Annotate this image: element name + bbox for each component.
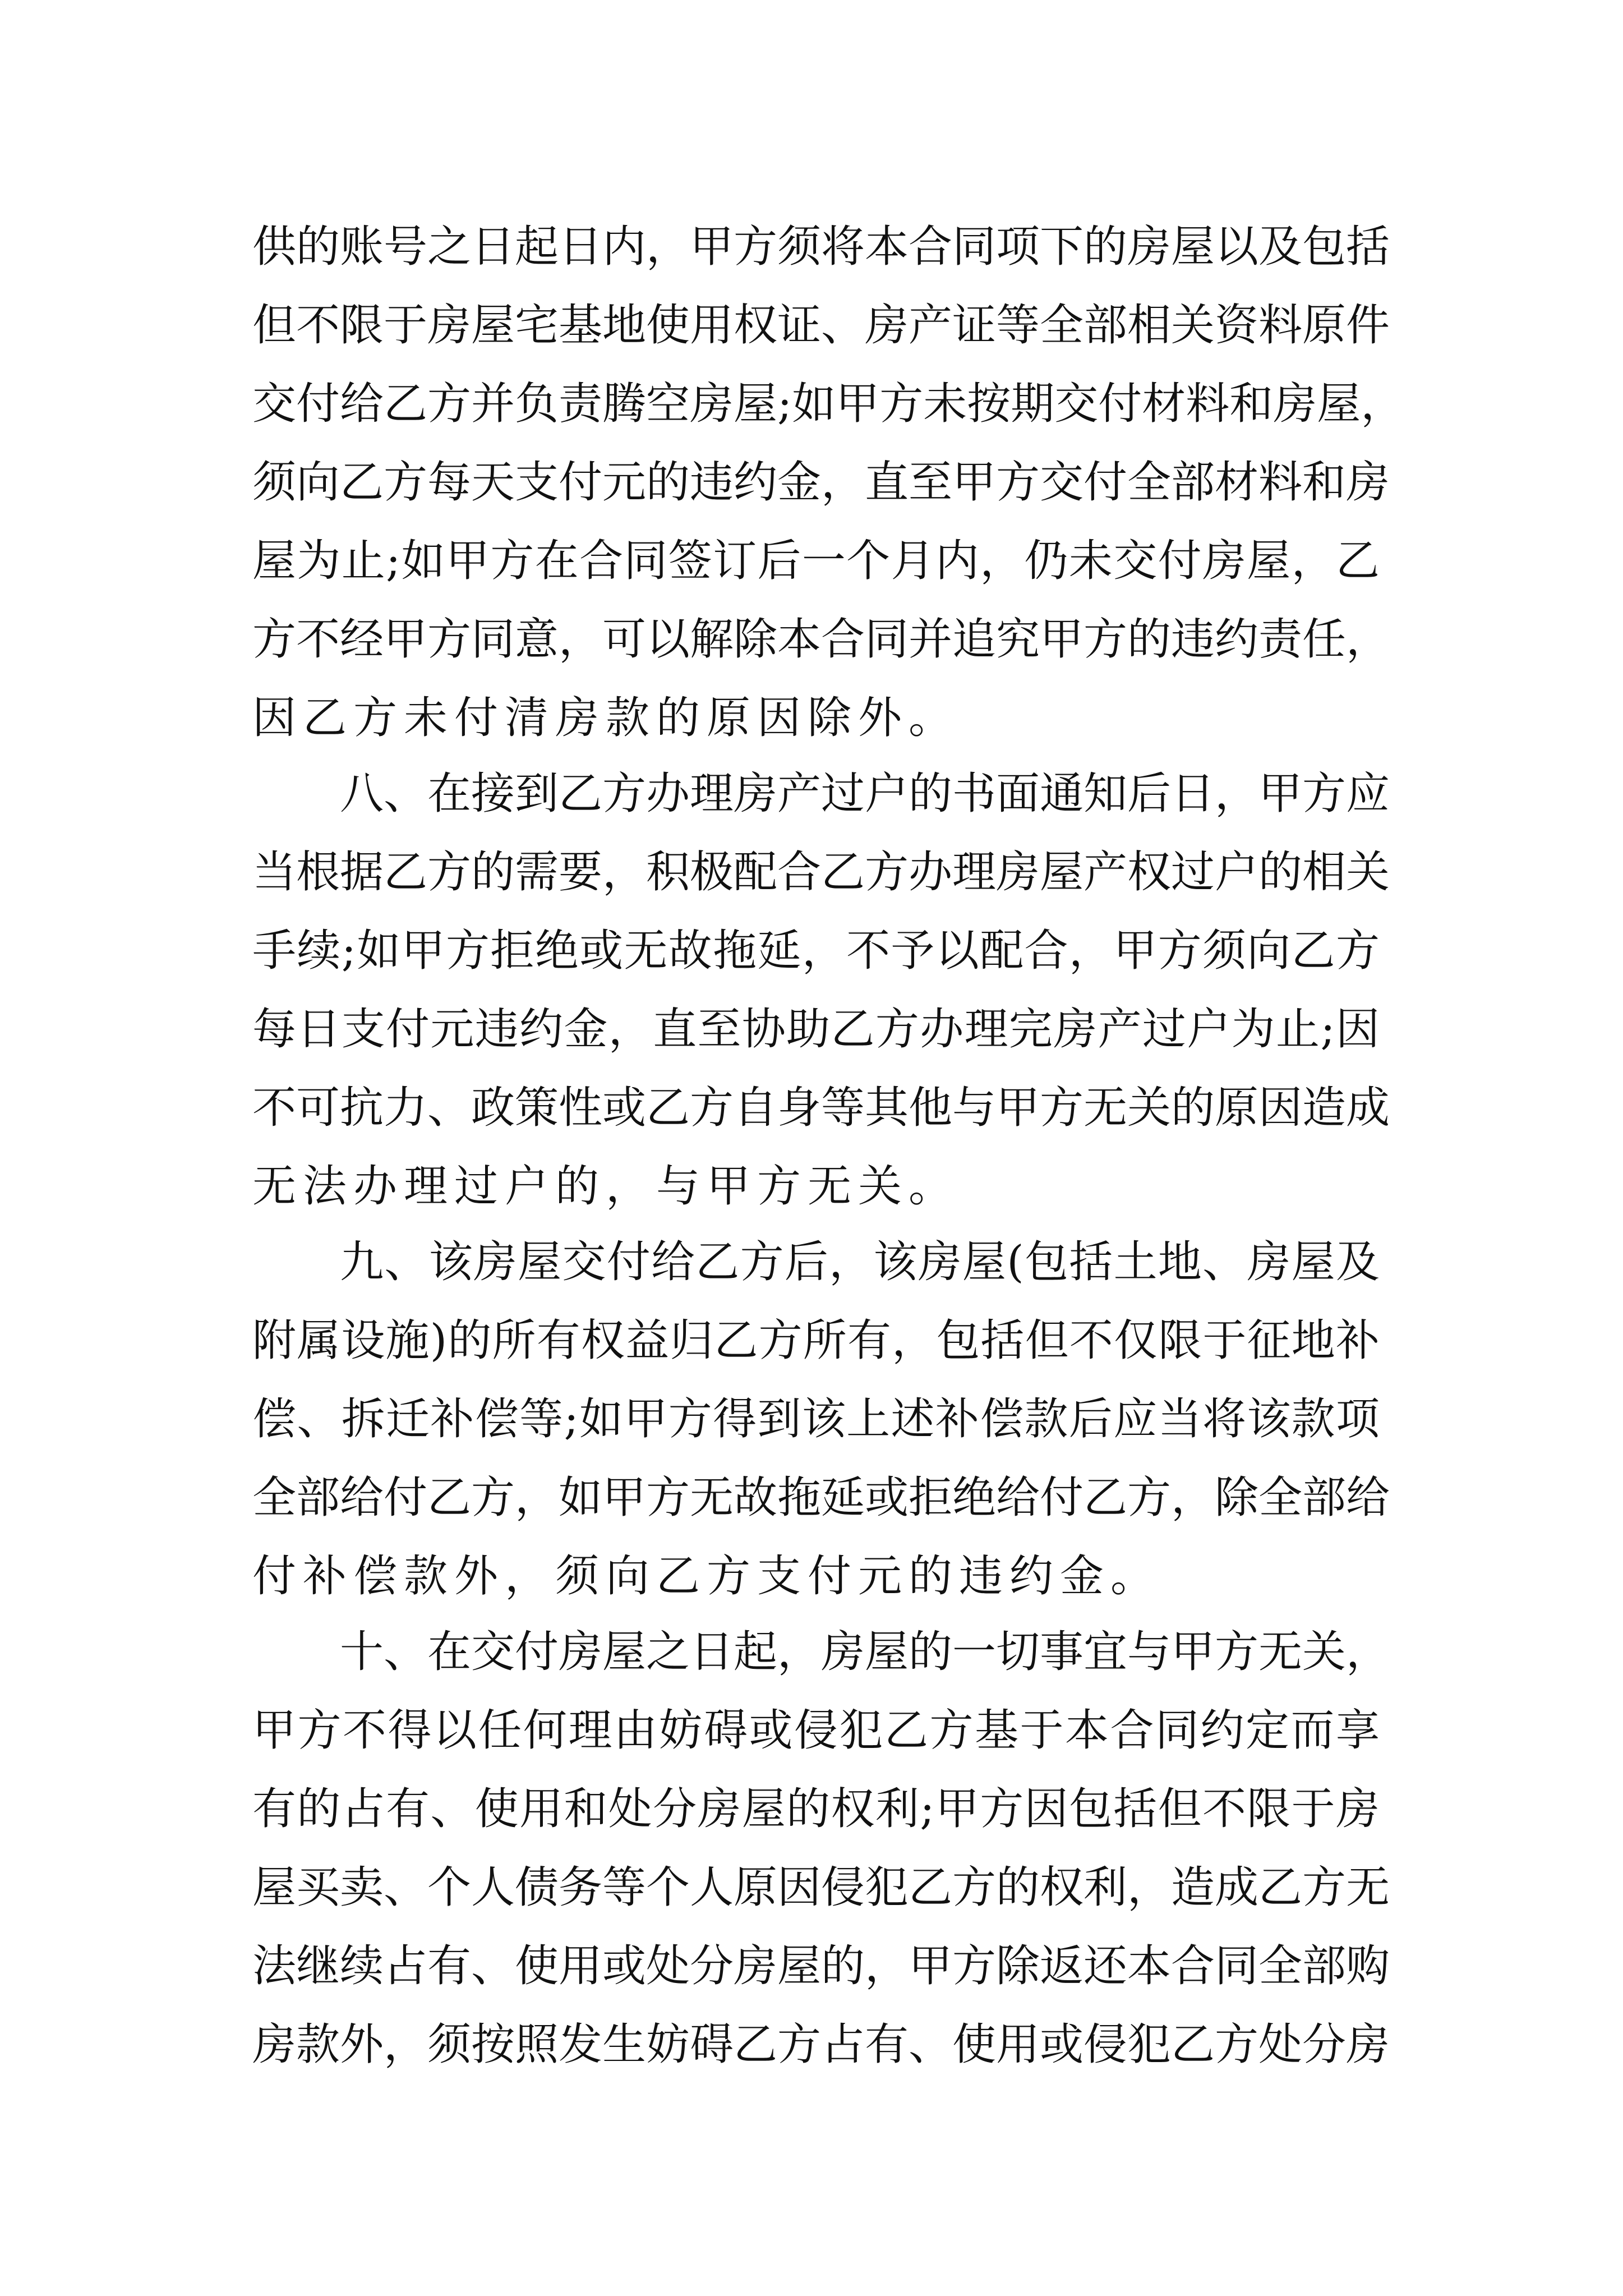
paragraph-10-first-line: 十、在交付房屋之日起，房屋的一切事宜与甲方无关， bbox=[340, 1627, 1390, 1677]
text-line: 须向乙方每天支付元的违约金，直至甲方交付全部材料和房 bbox=[252, 457, 1390, 508]
text-line: 每日支付元违约金，直至协助乙方办理完房产过户为止;因 bbox=[252, 1004, 1380, 1055]
text-line: 法继续占有、使用或处分房屋的，甲方除返还本合同全部购 bbox=[252, 1941, 1390, 1991]
text-line: 附属设施)的所有权益归乙方所有，包括但不仅限于征地补 bbox=[252, 1315, 1380, 1366]
text-line: 但不限于房屋宅基地使用权证、房产证等全部相关资料原件 bbox=[252, 300, 1390, 351]
paragraph-9-first-line: 九、该房屋交付给乙方后，该房屋(包括土地、房屋及 bbox=[340, 1237, 1380, 1287]
text-line: 因乙方未付清房款的原因除外。 bbox=[252, 693, 960, 743]
text-line: 偿、拆迁补偿等;如甲方得到该上述补偿款后应当将该款项 bbox=[252, 1394, 1380, 1444]
text-line: 供的账号之日起日内，甲方须将本合同项下的房屋以及包括 bbox=[252, 222, 1390, 272]
text-line: 手续;如甲方拒绝或无故拖延，不予以配合，甲方须向乙方 bbox=[252, 926, 1380, 976]
text-line: 全部给付乙方，如甲方无故拖延或拒绝给付乙方，除全部给 bbox=[252, 1473, 1390, 1523]
text-line: 交付给乙方并负责腾空房屋;如甲方未按期交付材料和房屋， bbox=[252, 379, 1405, 429]
paragraph-8-first-line: 八、在接到乙方办理房产过户的书面通知后日，甲方应 bbox=[340, 769, 1390, 819]
text-line: 方不经甲方同意，可以解除本合同并追究甲方的违约责任， bbox=[252, 614, 1390, 665]
text-line: 无法办理过户的，与甲方无关。 bbox=[252, 1161, 960, 1212]
text-line: 屋为止;如甲方在合同签订后一个月内，仍未交付房屋，乙 bbox=[252, 536, 1380, 586]
text-line: 屋买卖、个人债务等个人原因侵犯乙方的权利，造成乙方无 bbox=[252, 1862, 1390, 1913]
text-line: 甲方不得以任何理由妨碍或侵犯乙方基于本合同约定而享 bbox=[252, 1705, 1380, 1756]
text-line: 付补偿款外，须向乙方支付元的违约金。 bbox=[252, 1551, 1161, 1602]
text-line: 不可抗力、政策性或乙方自身等其他与甲方无关的原因造成 bbox=[252, 1083, 1390, 1133]
text-line: 房款外，须按照发生妨碍乙方占有、使用或侵犯乙方处分房 bbox=[252, 2019, 1390, 2070]
text-line: 当根据乙方的需要，积极配合乙方办理房屋产权过户的相关 bbox=[252, 847, 1390, 898]
text-line: 有的占有、使用和处分房屋的权利;甲方因包括但不限于房 bbox=[252, 1784, 1380, 1834]
